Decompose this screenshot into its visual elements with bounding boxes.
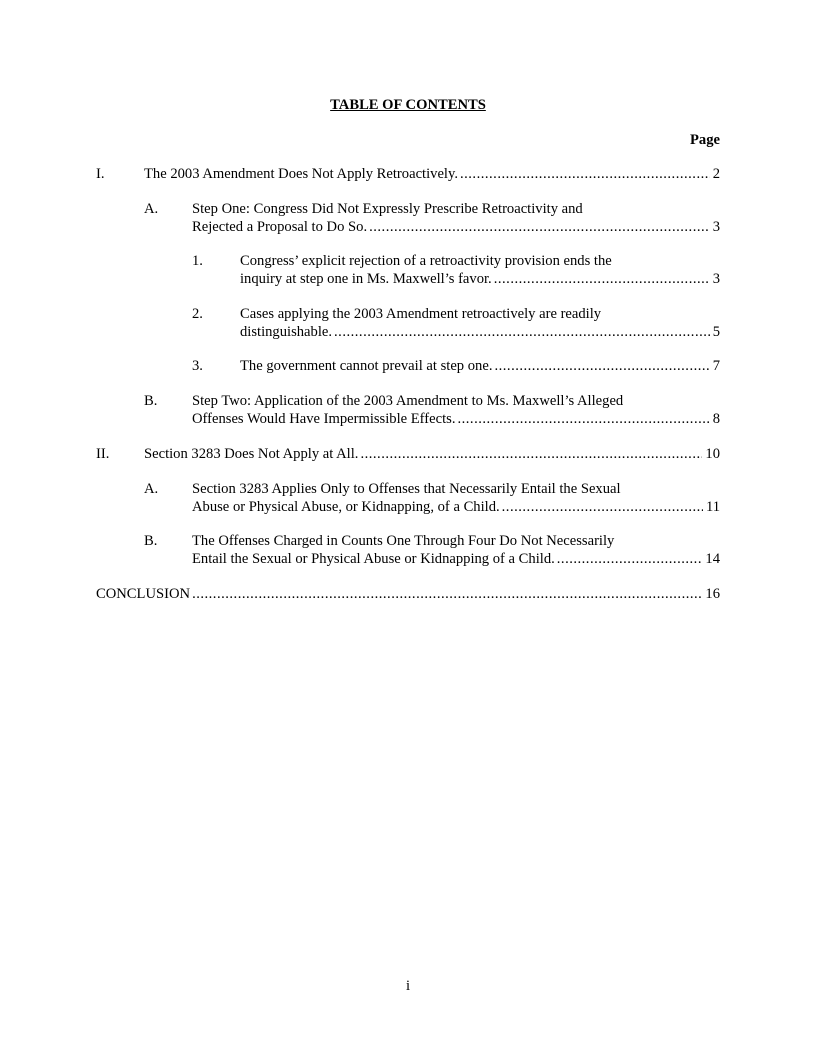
entry-page: 8 xyxy=(712,410,720,427)
entry-number: 1. xyxy=(192,253,203,269)
entry-title-line: Cases applying the 2003 Amendment retroactively are readily xyxy=(240,306,602,322)
entry-title-line: Entail the Sexual or Physical Abuse or Kidnapping of a Child. xyxy=(192,550,555,567)
entry-page: 11 xyxy=(705,498,720,515)
leader-dots xyxy=(460,166,710,184)
leader-dots xyxy=(369,219,710,237)
entry-page: 16 xyxy=(705,586,720,602)
leader-dots xyxy=(502,499,703,517)
leader-dots xyxy=(494,271,710,289)
toc-heading: TABLE OF CONTENTS xyxy=(330,97,486,113)
entry-number: I. xyxy=(96,166,105,182)
toc-entry[interactable] xyxy=(96,446,720,464)
entry-number: 3. xyxy=(192,358,203,374)
footer-page-number: i xyxy=(405,978,411,994)
page-column-label: Page xyxy=(690,132,720,148)
toc-entry[interactable] xyxy=(96,306,720,341)
toc-entry[interactable] xyxy=(96,201,720,236)
leader-dots xyxy=(457,411,709,429)
entry-number: II. xyxy=(96,446,110,462)
entry-title: The 2003 Amendment Does Not Apply Retroactively. xyxy=(144,166,458,182)
toc-entry[interactable] xyxy=(96,253,720,288)
entry-title-line: Congress’ explicit rejection of a retroactivity provision ends the xyxy=(240,253,612,269)
entry-page: 14 xyxy=(705,550,720,567)
entry-page: 10 xyxy=(705,446,720,462)
entry-title-line: Abuse or Physical Abuse, or Kidnapping, of a Child. xyxy=(192,498,500,515)
leader-dots xyxy=(494,358,709,376)
entry-page: 3 xyxy=(712,218,720,235)
entry-number: B. xyxy=(144,533,158,549)
entry-title-line: Rejected a Proposal to Do So. xyxy=(192,218,368,235)
entry-page: 5 xyxy=(712,323,720,340)
entry-title: CONCLUSION xyxy=(96,586,191,602)
toc-entry[interactable] xyxy=(96,358,720,376)
entry-title: Section 3283 Does Not Apply at All. xyxy=(144,446,359,462)
toc-entry[interactable] xyxy=(96,533,720,568)
entry-title-line: Step One: Congress Did Not Expressly Prescribe Retroactivity and xyxy=(192,201,583,217)
entry-number: 2. xyxy=(192,306,203,322)
entry-title-line: Step Two: Application of the 2003 Amendment to Ms. Maxwell’s Alleged xyxy=(192,393,624,409)
entry-title-line: inquiry at step one in Ms. Maxwell’s favor. xyxy=(240,270,492,287)
entry-page: 7 xyxy=(712,358,720,374)
entry-number: A. xyxy=(144,201,159,217)
toc-entry[interactable] xyxy=(96,166,720,184)
leader-dots xyxy=(334,324,710,342)
leader-dots xyxy=(192,586,702,604)
leader-dots xyxy=(360,446,702,464)
entry-number: B. xyxy=(144,393,158,409)
entry-number: A. xyxy=(144,481,159,497)
entry-page: 2 xyxy=(712,166,720,182)
toc-entry[interactable] xyxy=(96,393,720,428)
toc-entry[interactable] xyxy=(96,481,720,516)
leader-dots xyxy=(557,551,703,569)
entry-title-line: The Offenses Charged in Counts One Through Four Do Not Necessarily xyxy=(192,533,615,549)
toc-entry[interactable] xyxy=(96,586,720,604)
entry-title-line: distinguishable. xyxy=(240,323,333,340)
entry-page: 3 xyxy=(712,270,720,287)
entry-title: The government cannot prevail at step one. xyxy=(240,358,493,374)
entry-title-line: Offenses Would Have Impermissible Effects. xyxy=(192,410,456,427)
entry-title-line: Section 3283 Applies Only to Offenses that Necessarily Entail the Sexual xyxy=(192,481,621,497)
